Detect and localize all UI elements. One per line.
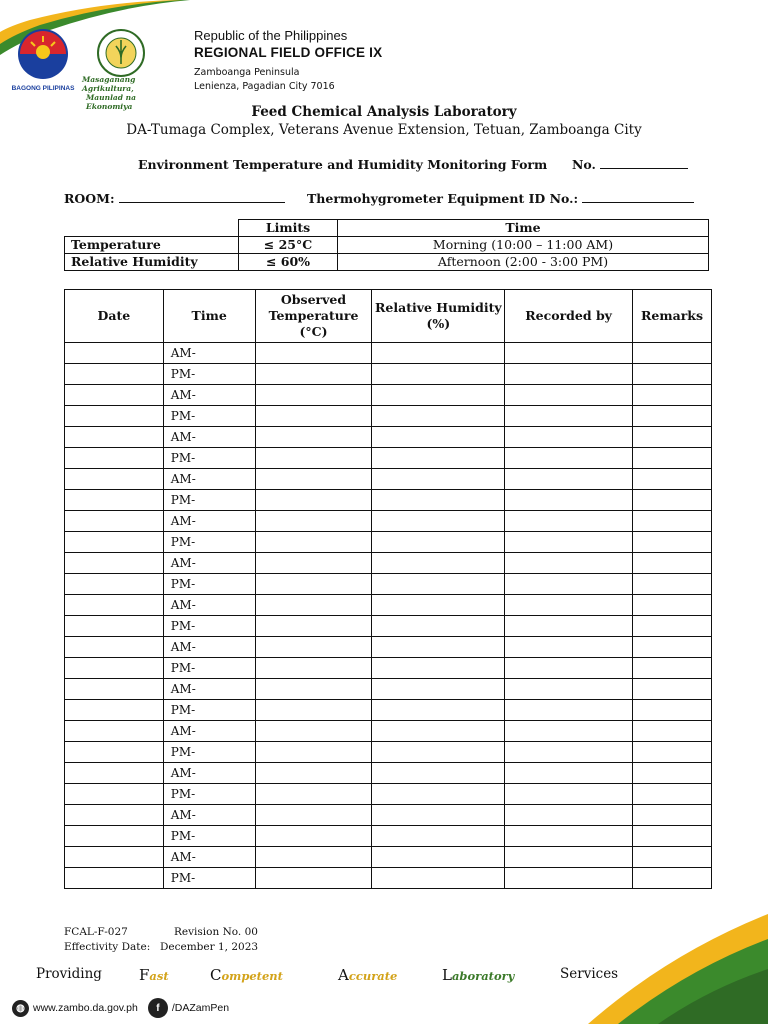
time-cell: AM-: [163, 637, 255, 658]
table-row: [65, 364, 712, 385]
limits-row-humidity: [65, 254, 709, 271]
recorded-by-cell[interactable]: [505, 364, 633, 385]
department-of-agriculture-seal: [96, 28, 146, 78]
temperature-cell[interactable]: [255, 595, 372, 616]
remarks-cell[interactable]: [633, 511, 712, 532]
contact-links: [12, 998, 229, 1018]
date-cell[interactable]: [65, 406, 164, 427]
limits-header: Limits: [239, 220, 338, 237]
table-row: [65, 532, 712, 553]
humidity-cell[interactable]: [372, 847, 505, 868]
lab-title: Feed Chemical Analysis Laboratory: [251, 104, 517, 120]
temperature-cell[interactable]: [255, 364, 372, 385]
form-number-field[interactable]: [572, 157, 688, 172]
temperature-cell[interactable]: [255, 742, 372, 763]
humidity-cell[interactable]: [372, 742, 505, 763]
table-row: [65, 343, 712, 364]
temperature-label: Temperature: [65, 237, 239, 254]
date-cell[interactable]: [65, 868, 164, 889]
humidity-cell[interactable]: [372, 868, 505, 889]
humidity-cell[interactable]: [372, 427, 505, 448]
time-column-header: Time: [163, 290, 255, 343]
temperature-cell[interactable]: [255, 511, 372, 532]
date-cell[interactable]: [65, 469, 164, 490]
table-row: [65, 721, 712, 742]
time-cell: PM-: [163, 826, 255, 847]
date-cell[interactable]: [65, 574, 164, 595]
svg-text:BAGONG PILIPINAS: BAGONG PILIPINAS: [11, 85, 75, 92]
time-cell: AM-: [163, 847, 255, 868]
remarks-cell[interactable]: [633, 574, 712, 595]
recorded-by-cell[interactable]: [505, 574, 633, 595]
header-logos: [8, 28, 183, 111]
table-row: [65, 511, 712, 532]
table-row: [65, 385, 712, 406]
recorded-by-column-header: Recorded by: [505, 290, 633, 343]
temperature-cell[interactable]: [255, 469, 372, 490]
humidity-cell[interactable]: [372, 679, 505, 700]
recorded-by-cell[interactable]: [505, 784, 633, 805]
room-field[interactable]: [64, 191, 285, 206]
recorded-by-cell[interactable]: [505, 616, 633, 637]
office-name: REGIONAL FIELD OFFICE IX: [194, 45, 383, 60]
date-cell[interactable]: [65, 490, 164, 511]
date-cell[interactable]: [65, 616, 164, 637]
temperature-cell[interactable]: [255, 700, 372, 721]
humidity-cell[interactable]: [372, 637, 505, 658]
time-header: Time: [338, 220, 709, 237]
remarks-cell[interactable]: [633, 742, 712, 763]
time-cell: PM-: [163, 490, 255, 511]
limits-table: [64, 219, 709, 271]
time-cell: AM-: [163, 343, 255, 364]
time-cell: PM-: [163, 406, 255, 427]
humidity-cell[interactable]: [372, 574, 505, 595]
temperature-cell[interactable]: [255, 616, 372, 637]
temperature-cell[interactable]: [255, 721, 372, 742]
table-row: [65, 742, 712, 763]
remarks-cell[interactable]: [633, 679, 712, 700]
table-row: [65, 700, 712, 721]
date-cell[interactable]: [65, 637, 164, 658]
table-row: [65, 658, 712, 679]
limits-header-row: [65, 220, 709, 237]
humidity-cell[interactable]: [372, 616, 505, 637]
date-cell[interactable]: [65, 721, 164, 742]
table-row: [65, 847, 712, 868]
recorded-by-cell[interactable]: [505, 532, 633, 553]
office-header: [194, 27, 382, 94]
equipment-id-field[interactable]: [307, 191, 694, 206]
date-cell[interactable]: [65, 553, 164, 574]
table-row: [65, 679, 712, 700]
document-control: [64, 925, 258, 955]
time-cell: AM-: [163, 469, 255, 490]
recorded-by-cell[interactable]: [505, 490, 633, 511]
remarks-cell[interactable]: [633, 406, 712, 427]
humidity-cell[interactable]: [372, 448, 505, 469]
remarks-cell[interactable]: [633, 847, 712, 868]
remarks-cell[interactable]: [633, 763, 712, 784]
region-line: Zamboanga Peninsula: [194, 67, 300, 78]
date-cell[interactable]: [65, 742, 164, 763]
time-cell: PM-: [163, 574, 255, 595]
temperature-cell[interactable]: [255, 784, 372, 805]
monitoring-log-table: [64, 289, 712, 889]
website-link[interactable]: www.zambo.da.gov.ph: [33, 1002, 138, 1014]
date-cell[interactable]: [65, 595, 164, 616]
temperature-cell[interactable]: [255, 847, 372, 868]
remarks-cell[interactable]: [633, 553, 712, 574]
room-label: ROOM:: [64, 191, 115, 206]
remarks-cell[interactable]: [633, 616, 712, 637]
temperature-cell[interactable]: [255, 637, 372, 658]
time-cell: PM-: [163, 364, 255, 385]
table-row: [65, 784, 712, 805]
remarks-cell[interactable]: [633, 364, 712, 385]
humidity-cell[interactable]: [372, 385, 505, 406]
afternoon-time: Afternoon (2:00 - 3:00 PM): [338, 254, 709, 271]
time-cell: PM-: [163, 616, 255, 637]
recorded-by-cell[interactable]: [505, 637, 633, 658]
table-row: [65, 448, 712, 469]
remarks-cell[interactable]: [633, 490, 712, 511]
tagline-laboratory: Laboratory: [442, 966, 515, 984]
table-row: [65, 616, 712, 637]
recorded-by-cell[interactable]: [505, 763, 633, 784]
date-column-header: Date: [65, 290, 164, 343]
humidity-cell[interactable]: [372, 406, 505, 427]
recorded-by-cell[interactable]: [505, 679, 633, 700]
bagong-pilipinas-logo: [8, 28, 78, 94]
temperature-cell[interactable]: [255, 343, 372, 364]
humidity-cell[interactable]: [372, 826, 505, 847]
remarks-cell[interactable]: [633, 658, 712, 679]
temperature-cell[interactable]: [255, 385, 372, 406]
republic-line: Republic of the Philippines: [194, 28, 348, 43]
remarks-cell[interactable]: [633, 721, 712, 742]
date-cell[interactable]: [65, 364, 164, 385]
time-cell: PM-: [163, 868, 255, 889]
remarks-cell[interactable]: [633, 343, 712, 364]
humidity-cell[interactable]: [372, 511, 505, 532]
remarks-cell[interactable]: [633, 826, 712, 847]
time-cell: PM-: [163, 700, 255, 721]
tagline-accurate: Accurate: [338, 966, 398, 984]
equipment-id-label: Thermohygrometer Equipment ID No.:: [307, 191, 579, 206]
time-cell: AM-: [163, 679, 255, 700]
date-cell[interactable]: [65, 343, 164, 364]
recorded-by-cell[interactable]: [505, 343, 633, 364]
table-row: [65, 868, 712, 889]
time-cell: AM-: [163, 511, 255, 532]
humidity-cell[interactable]: [372, 490, 505, 511]
temperature-cell[interactable]: [255, 490, 372, 511]
time-cell: PM-: [163, 658, 255, 679]
humidity-cell[interactable]: [372, 469, 505, 490]
recorded-by-cell[interactable]: [505, 385, 633, 406]
temperature-cell[interactable]: [255, 553, 372, 574]
recorded-by-cell[interactable]: [505, 805, 633, 826]
date-cell[interactable]: [65, 448, 164, 469]
form-number-blank[interactable]: [600, 158, 688, 169]
recorded-by-cell[interactable]: [505, 658, 633, 679]
date-cell[interactable]: [65, 427, 164, 448]
humidity-cell[interactable]: [372, 343, 505, 364]
time-cell: AM-: [163, 805, 255, 826]
recorded-by-cell[interactable]: [505, 721, 633, 742]
table-row: [65, 490, 712, 511]
recorded-by-cell[interactable]: [505, 511, 633, 532]
time-cell: AM-: [163, 427, 255, 448]
temperature-cell[interactable]: [255, 868, 372, 889]
facebook-icon: f: [148, 998, 168, 1018]
recorded-by-cell[interactable]: [505, 448, 633, 469]
logo-slogan: Masaganang Agrikultura, Maunlad na Ekonomiya: [82, 75, 136, 111]
temperature-cell[interactable]: [255, 679, 372, 700]
temperature-limit: ≤ 25°C: [239, 237, 338, 254]
time-cell: PM-: [163, 448, 255, 469]
temperature-cell[interactable]: [255, 826, 372, 847]
date-cell[interactable]: [65, 658, 164, 679]
table-row: [65, 826, 712, 847]
form-code: FCAL-F-027: [64, 926, 128, 938]
table-row: [65, 406, 712, 427]
table-row: [65, 637, 712, 658]
date-cell[interactable]: [65, 763, 164, 784]
temperature-cell[interactable]: [255, 406, 372, 427]
remarks-cell[interactable]: [633, 448, 712, 469]
limits-row-temperature: [65, 237, 709, 254]
remarks-cell[interactable]: [633, 784, 712, 805]
humidity-cell[interactable]: [372, 700, 505, 721]
humidity-cell[interactable]: [372, 553, 505, 574]
tagline-fast: Fast: [139, 966, 169, 984]
temperature-cell[interactable]: [255, 574, 372, 595]
log-header-row: [65, 290, 712, 343]
recorded-by-cell[interactable]: [505, 826, 633, 847]
facebook-link[interactable]: /DAZamPen: [171, 1002, 230, 1014]
remarks-cell[interactable]: [633, 595, 712, 616]
remarks-column-header: Remarks: [633, 290, 712, 343]
table-row: [65, 595, 712, 616]
recorded-by-cell[interactable]: [505, 868, 633, 889]
recorded-by-cell[interactable]: [505, 595, 633, 616]
date-cell[interactable]: [65, 784, 164, 805]
humidity-cell[interactable]: [372, 532, 505, 553]
date-cell[interactable]: [65, 385, 164, 406]
recorded-by-cell[interactable]: [505, 553, 633, 574]
temperature-cell[interactable]: [255, 763, 372, 784]
humidity-cell[interactable]: [372, 658, 505, 679]
temperature-cell[interactable]: [255, 805, 372, 826]
time-cell: AM-: [163, 595, 255, 616]
revision-number: Revision No. 00: [174, 926, 258, 938]
equipment-id-blank[interactable]: [582, 192, 694, 203]
recorded-by-cell[interactable]: [505, 406, 633, 427]
date-cell[interactable]: [65, 679, 164, 700]
table-row: [65, 553, 712, 574]
time-cell: AM-: [163, 763, 255, 784]
tagline-competent: Competent: [210, 966, 283, 984]
lab-address: DA-Tumaga Complex, Veterans Avenue Extension, Tetuan, Zamboanga City: [126, 122, 642, 138]
table-row: [65, 805, 712, 826]
tagline-providing: Providing: [36, 966, 102, 982]
date-cell[interactable]: [65, 847, 164, 868]
time-cell: AM-: [163, 385, 255, 406]
humidity-cell[interactable]: [372, 784, 505, 805]
recorded-by-cell[interactable]: [505, 700, 633, 721]
recorded-by-cell[interactable]: [505, 847, 633, 868]
humidity-cell[interactable]: [372, 763, 505, 784]
remarks-cell[interactable]: [633, 868, 712, 889]
room-blank[interactable]: [119, 192, 285, 203]
temperature-cell[interactable]: [255, 448, 372, 469]
time-cell: AM-: [163, 553, 255, 574]
remarks-cell[interactable]: [633, 532, 712, 553]
remarks-cell[interactable]: [633, 637, 712, 658]
humidity-cell[interactable]: [372, 721, 505, 742]
humidity-cell[interactable]: [372, 805, 505, 826]
temperature-cell[interactable]: [255, 427, 372, 448]
date-cell[interactable]: [65, 532, 164, 553]
time-cell: PM-: [163, 532, 255, 553]
effectivity-date: December 1, 2023: [160, 941, 259, 953]
tagline-services: Services: [560, 966, 619, 982]
humidity-limit: ≤ 60%: [239, 254, 338, 271]
globe-icon: ◍: [12, 1000, 29, 1017]
table-row: [65, 574, 712, 595]
time-cell: PM-: [163, 742, 255, 763]
recorded-by-cell[interactable]: [505, 427, 633, 448]
date-cell[interactable]: [65, 826, 164, 847]
time-cell: AM-: [163, 721, 255, 742]
temperature-cell[interactable]: [255, 658, 372, 679]
humidity-label: Relative Humidity: [65, 254, 239, 271]
temperature-cell[interactable]: [255, 532, 372, 553]
date-cell[interactable]: [65, 700, 164, 721]
date-cell[interactable]: [65, 805, 164, 826]
limits-corner-cell: [65, 220, 239, 237]
remarks-cell[interactable]: [633, 469, 712, 490]
effectivity-label: Effectivity Date:: [64, 941, 151, 953]
table-row: [65, 763, 712, 784]
recorded-by-cell[interactable]: [505, 469, 633, 490]
remarks-cell[interactable]: [633, 805, 712, 826]
table-row: [65, 469, 712, 490]
humidity-column-header: Relative Humidity (%): [372, 290, 505, 343]
remarks-cell[interactable]: [633, 427, 712, 448]
humidity-cell[interactable]: [372, 364, 505, 385]
date-cell[interactable]: [65, 511, 164, 532]
address-line: Lenienza, Pagadian City 7016: [194, 81, 335, 92]
table-row: [65, 427, 712, 448]
morning-time: Morning (10:00 – 11:00 AM): [338, 237, 709, 254]
form-title: Environment Temperature and Humidity Monitoring Form: [138, 157, 548, 172]
form-number-label: No.: [572, 157, 596, 172]
temperature-column-header: Observed Temperature (°C): [255, 290, 372, 343]
recorded-by-cell[interactable]: [505, 742, 633, 763]
time-cell: PM-: [163, 784, 255, 805]
remarks-cell[interactable]: [633, 385, 712, 406]
remarks-cell[interactable]: [633, 700, 712, 721]
humidity-cell[interactable]: [372, 595, 505, 616]
